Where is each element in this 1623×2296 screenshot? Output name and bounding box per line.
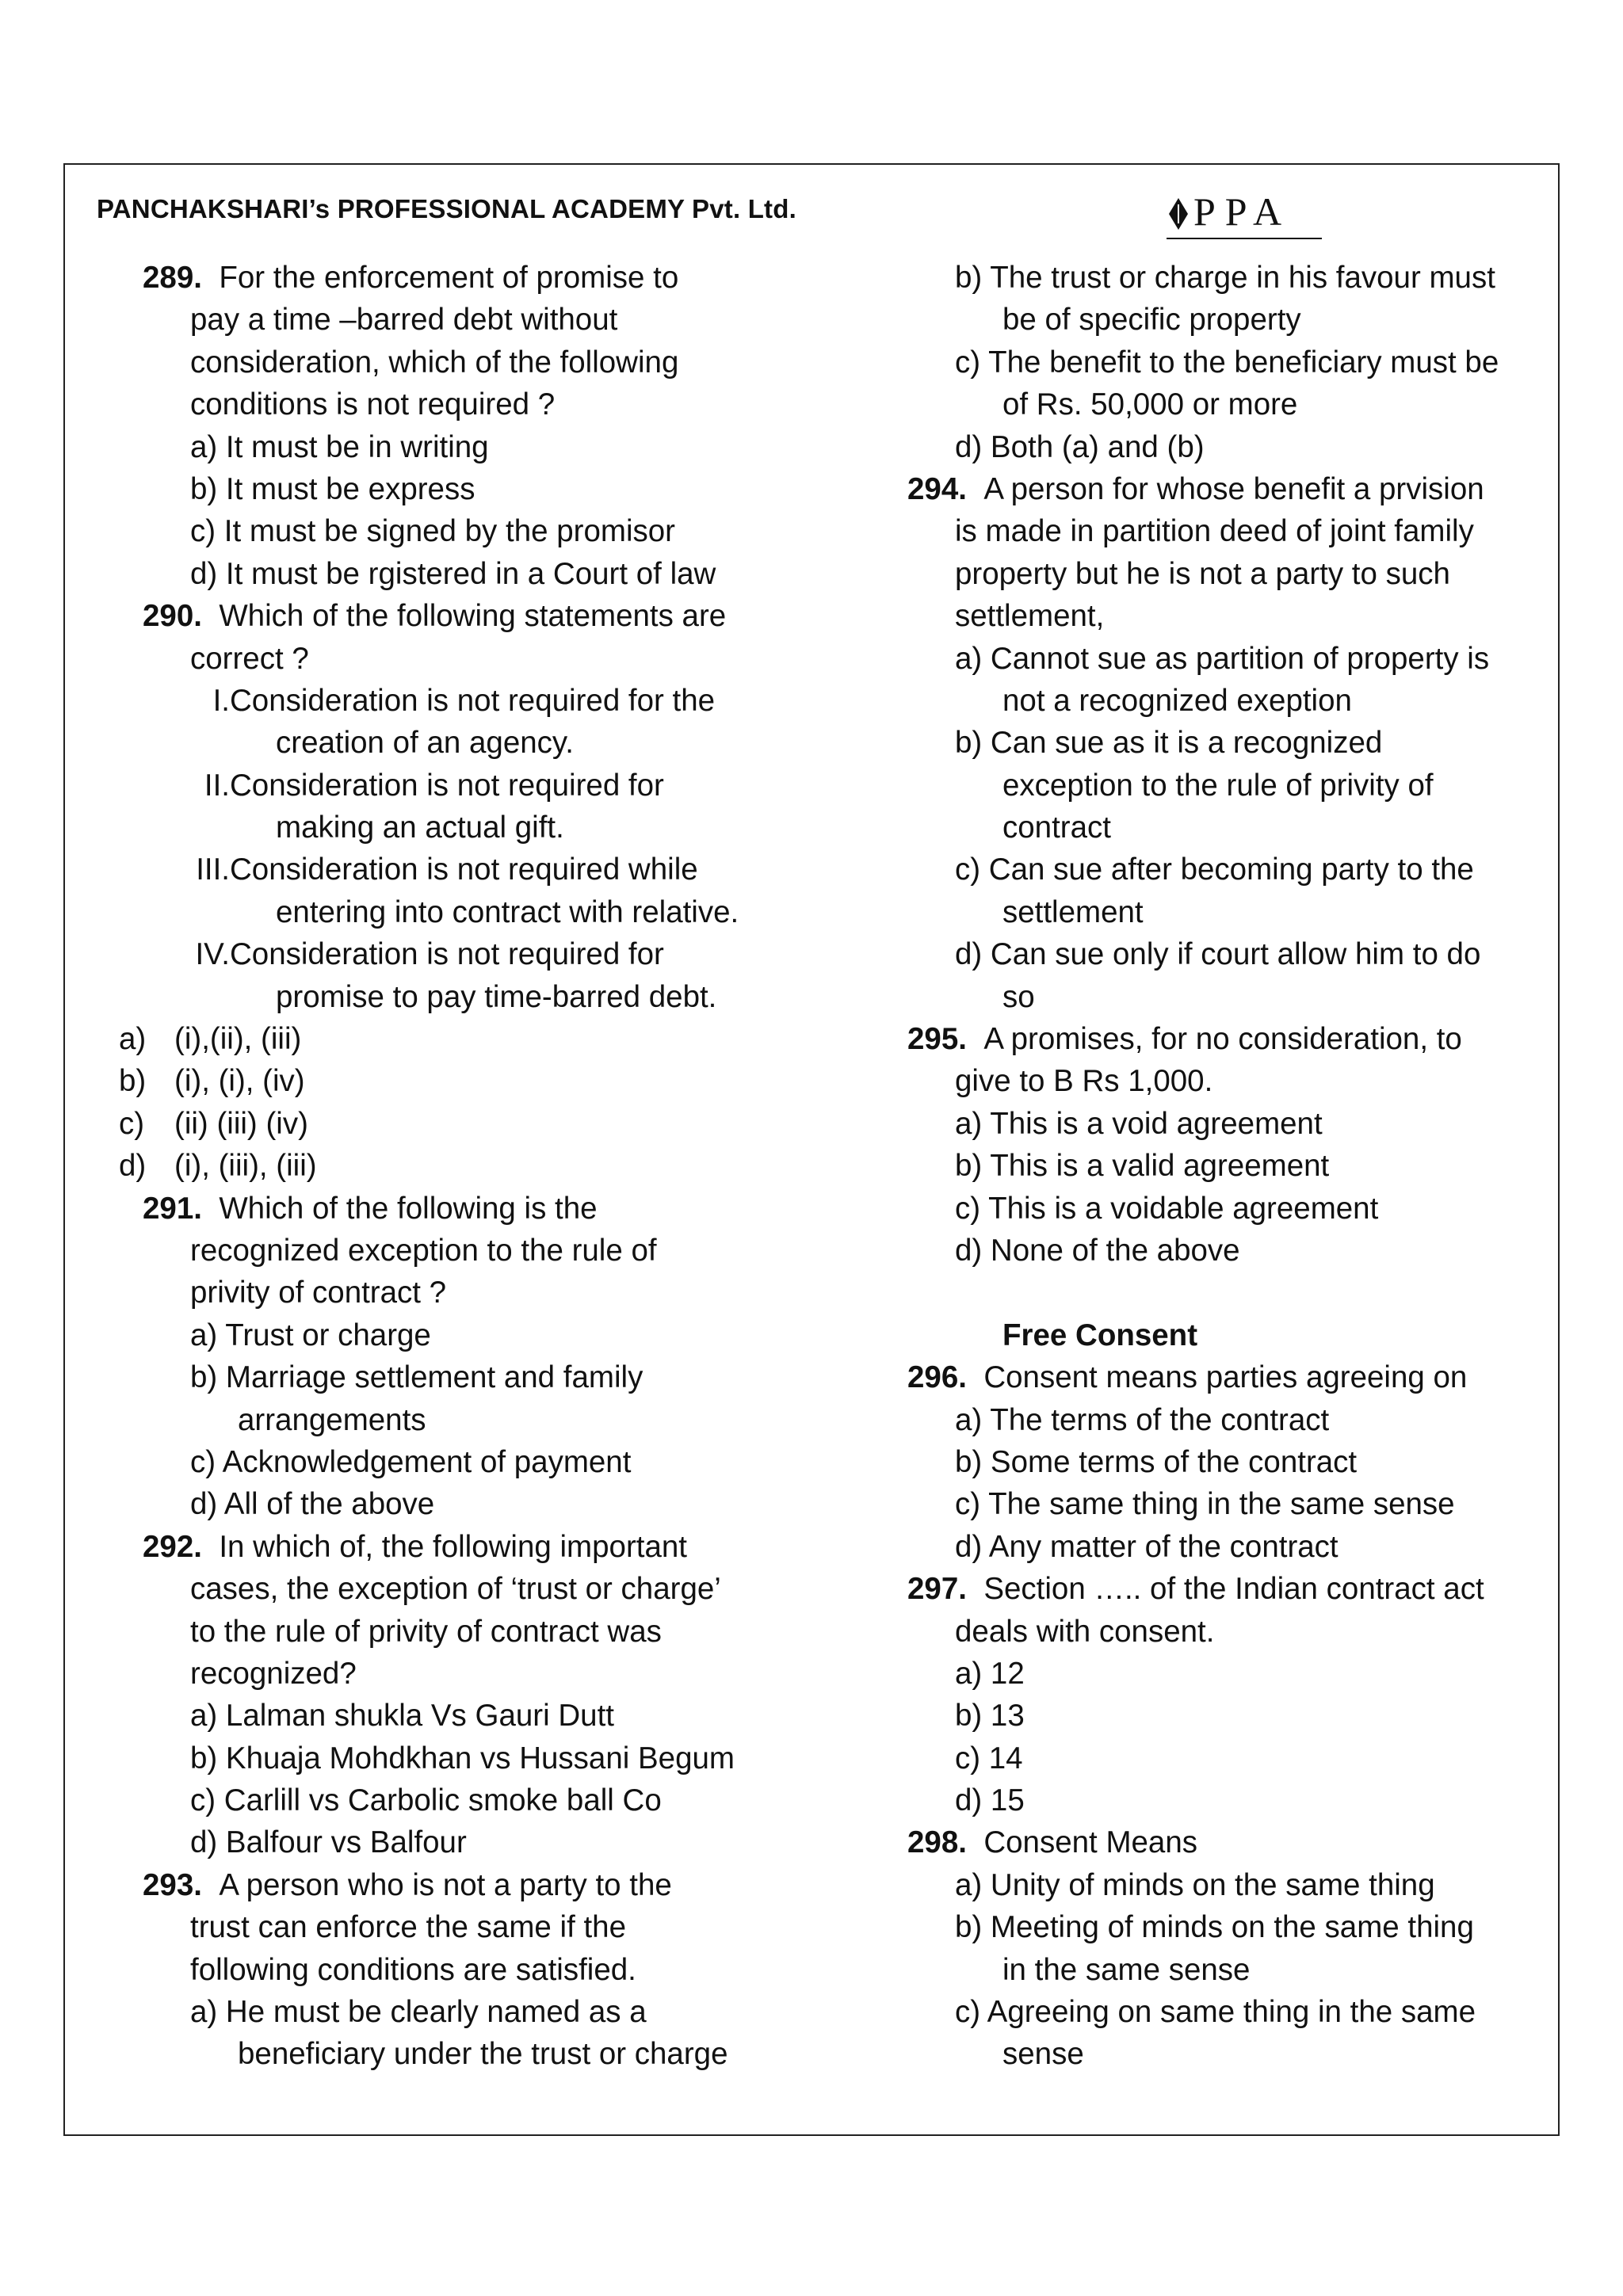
option: a) Lalman shukla Vs Gauri Dutt (190, 1699, 614, 1733)
right-column (907, 257, 1549, 2076)
question-296: 296. Consent means parties agreeing on (907, 1360, 1468, 1395)
option: c) Acknowledgement of payment (190, 1444, 632, 1479)
option: a) He must be clearly named as a (190, 1995, 647, 2030)
option: c) Can sue after becoming party to the (955, 852, 1474, 887)
option: a) It must be in writing (190, 429, 489, 464)
question-290: 290. Which of the following statements are (143, 599, 727, 634)
option: a) (i),(ii), (iii) (119, 1022, 302, 1057)
option: b) Meeting of minds on the same thing (955, 1910, 1474, 1945)
option: c) It must be signed by the promisor (190, 514, 675, 549)
option: b) Can sue as it is a recognized (955, 726, 1383, 761)
option: c) The same thing in the same sense (955, 1487, 1455, 1522)
option: a) The terms of the contract (955, 1402, 1330, 1437)
option-text-line: arrangements (238, 1402, 426, 1437)
option: c) (ii) (iii) (iv) (119, 1106, 308, 1141)
option: b) Khuaja Mohdkhan vs Hussani Begum (190, 1741, 735, 1775)
option: d) All of the above (190, 1487, 435, 1522)
question-294: 294. A person for whose benefit a prvision (907, 471, 1484, 506)
option: d) Any matter of the contract (955, 1529, 1338, 1564)
question-text-line: following conditions are satisfied. (190, 1952, 636, 1987)
option: a) Unity of minds on the same thing (955, 1867, 1435, 1902)
question-text-line: settlement, (955, 599, 1105, 634)
logo-underline (1167, 238, 1322, 239)
question-text-line: is made in partition deed of joint family (955, 514, 1474, 549)
question-297: 297. Section ….. of the Indian contract act (907, 1572, 1484, 1607)
option: d) Both (a) and (b) (955, 429, 1205, 464)
question-291: 291. Which of the following is the (143, 1191, 598, 1226)
option: d) Can sue only if court allow him to do (955, 937, 1481, 972)
question-text-line: recognized? (190, 1656, 357, 1691)
option: c) The benefit to the beneficiary must be (955, 345, 1499, 379)
question-text-line: cases, the exception of ‘trust or charge’ (190, 1572, 721, 1607)
ppa-logo (1167, 189, 1325, 244)
statement-text-line: promise to pay time-barred debt. (276, 979, 717, 1014)
section-heading: Free Consent (1002, 1318, 1198, 1352)
option: a) 12 (955, 1656, 1025, 1691)
option: a) Cannot sue as partition of property is (955, 641, 1490, 676)
option: b) 13 (955, 1699, 1025, 1733)
statement-text-line: creation of an agency. (276, 726, 574, 761)
option-text-line: settlement (1002, 894, 1144, 929)
option-text-line: contract (1002, 810, 1111, 845)
question-text-line: deals with consent. (955, 1614, 1215, 1649)
statement-iii: III.Consideration is not required while (196, 852, 698, 887)
option: b) This is a valid agreement (955, 1149, 1330, 1184)
question-text-line: consideration, which of the following (190, 345, 679, 379)
option: a) Trust or charge (190, 1318, 431, 1352)
left-column (119, 257, 792, 2076)
question-text-line: property but he is not a party to such (955, 556, 1450, 591)
statement-i: I.Consideration is not required for the (212, 683, 716, 718)
option: c) 14 (955, 1741, 1023, 1775)
question-289: 289. For the enforcement of promise to (143, 261, 679, 295)
option: b) (i), (i), (iv) (119, 1064, 305, 1099)
option-text-line: so (1002, 979, 1035, 1014)
option-text-line: of Rs. 50,000 or more (1002, 387, 1298, 422)
statement-text-line: making an actual gift. (276, 810, 564, 845)
statement-ii: II.Consideration is not required for (204, 768, 664, 803)
question-text-line: pay a time –barred debt without (190, 303, 618, 338)
question-text-line: conditions is not required ? (190, 387, 556, 422)
option: b) Marriage settlement and family (190, 1360, 643, 1395)
question-295: 295. A promises, for no consideration, to (907, 1022, 1462, 1057)
option: b) It must be express (190, 471, 475, 506)
option: b) The trust or charge in his favour must (955, 261, 1495, 295)
pen-nib-icon (1167, 196, 1190, 231)
option-text-line: in the same sense (1002, 1952, 1251, 1987)
option: d) None of the above (955, 1233, 1240, 1268)
question-293: 293. A person who is not a party to the (143, 1867, 672, 1902)
question-text-line: give to B Rs 1,000. (955, 1064, 1213, 1099)
option: c) Agreeing on same thing in the same (955, 1995, 1476, 2030)
question-298: 298. Consent Means (907, 1825, 1197, 1860)
option: d) It must be rgistered in a Court of law (190, 556, 716, 591)
option: d) (i), (iii), (iii) (119, 1149, 317, 1184)
statement-iv: IV.Consideration is not required for (195, 937, 664, 972)
option: d) 15 (955, 1783, 1025, 1818)
option: b) Some terms of the contract (955, 1444, 1358, 1479)
academy-name-header: PANCHAKSHARI’s PROFESSIONAL ACADEMY Pvt. Ltd. (97, 194, 796, 223)
option: c) This is a voidable agreement (955, 1191, 1379, 1226)
option: a) This is a void agreement (955, 1106, 1323, 1141)
question-text-line: recognized exception to the rule of (190, 1233, 657, 1268)
option-text-line: not a recognized exeption (1002, 683, 1352, 718)
option-text-line: beneficiary under the trust or charge (238, 2037, 728, 2072)
question-text-line: to the rule of privity of contract was (190, 1614, 662, 1649)
statement-text-line: entering into contract with relative. (276, 894, 739, 929)
blank-line (907, 1272, 1549, 1314)
question-292: 292. In which of, the following important (143, 1529, 687, 1564)
option: c) Carlill vs Carbolic smoke ball Co (190, 1783, 662, 1818)
option-text-line: exception to the rule of privity of (1002, 768, 1434, 803)
logo-text: PPA (1193, 189, 1292, 234)
option-text-line: be of specific property (1002, 303, 1301, 338)
question-text-line: privity of contract ? (190, 1276, 447, 1310)
option: d) Balfour vs Balfour (190, 1825, 467, 1860)
question-text-line: correct ? (190, 641, 309, 676)
option-text-line: sense (1002, 2037, 1084, 2072)
question-text-line: trust can enforce the same if the (190, 1910, 626, 1945)
